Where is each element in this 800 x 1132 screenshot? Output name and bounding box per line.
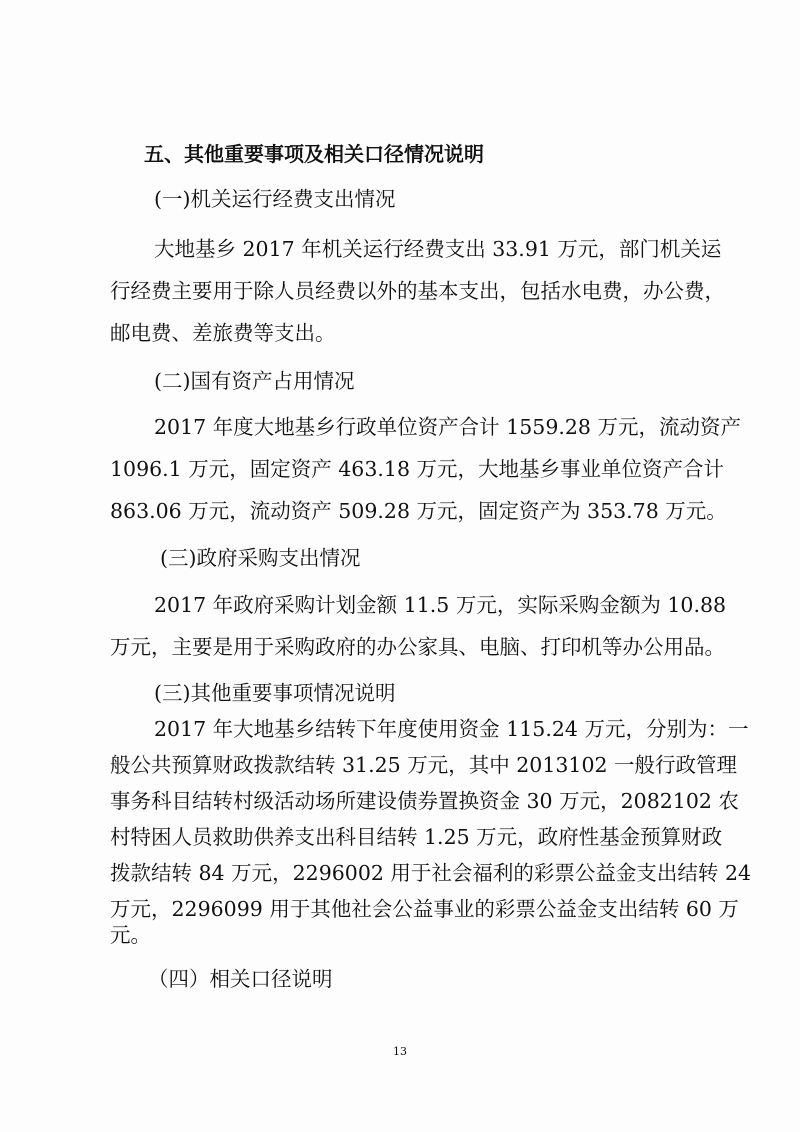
paragraph-line: 万元，2296099 用于其他社会公益事业的彩票公益金支出结转 60 万 [110, 897, 739, 921]
paragraph-line: 般公共预算财政拨款结转 31.25 万元，其中 2013102 一般行政管理 [110, 753, 738, 777]
subsection-title-5: （四）相关口径说明 [148, 967, 333, 991]
paragraph-line: 万元，主要是用于采购政府的办公家具、电脑、打印机等办公用品。 [110, 635, 725, 659]
paragraph-line: 村特困人员救助供养支出科目结转 1.25 万元，政府性基金预算财政 [110, 825, 723, 849]
paragraph-line: 2017 年政府采购计划金额 11.5 万元，实际采购金额为 10.88 [154, 593, 727, 617]
paragraph-line: 元。 [110, 923, 151, 947]
paragraph-line: 拨款结转 84 万元，2296002 用于社会福利的彩票公益金支出结转 24 [110, 861, 752, 885]
subsection-title-3: (三)政府采购支出情况 [160, 546, 361, 570]
paragraph-line: 事务科目结转村级活动场所建设债券置换资金 30 万元，2082102 农 [110, 789, 739, 813]
paragraph-line: 2017 年大地基乡结转下年度使用资金 115.24 万元，分别为：一 [154, 717, 749, 741]
subsection-title-4: (三)其他重要事项情况说明 [154, 681, 396, 705]
paragraph-line: 863.06 万元，流动资产 509.28 万元，固定资产为 353.78 万元。 [110, 499, 727, 523]
paragraph-line: 1096.1 万元，固定资产 463.18 万元，大地基乡事业单位资产合计 [110, 457, 725, 481]
paragraph-line: 2017 年度大地基乡行政单位资产合计 1559.28 万元，流动资产 [154, 415, 741, 439]
subsection-title-1: (一)机关运行经费支出情况 [154, 187, 396, 211]
section-heading: 五、其他重要事项及相关口径情况说明 [144, 142, 484, 166]
paragraph-line: 大地基乡 2017 年机关运行经费支出 33.91 万元，部门机关运 [154, 237, 722, 261]
paragraph-line: 行经费主要用于除人员经费以外的基本支出，包括水电费，办公费， [110, 279, 725, 303]
subsection-title-2: (二)国有资产占用情况 [154, 369, 355, 393]
page-number: 13 [393, 1045, 407, 1058]
paragraph-line: 邮电费、差旅费等支出。 [110, 321, 336, 345]
